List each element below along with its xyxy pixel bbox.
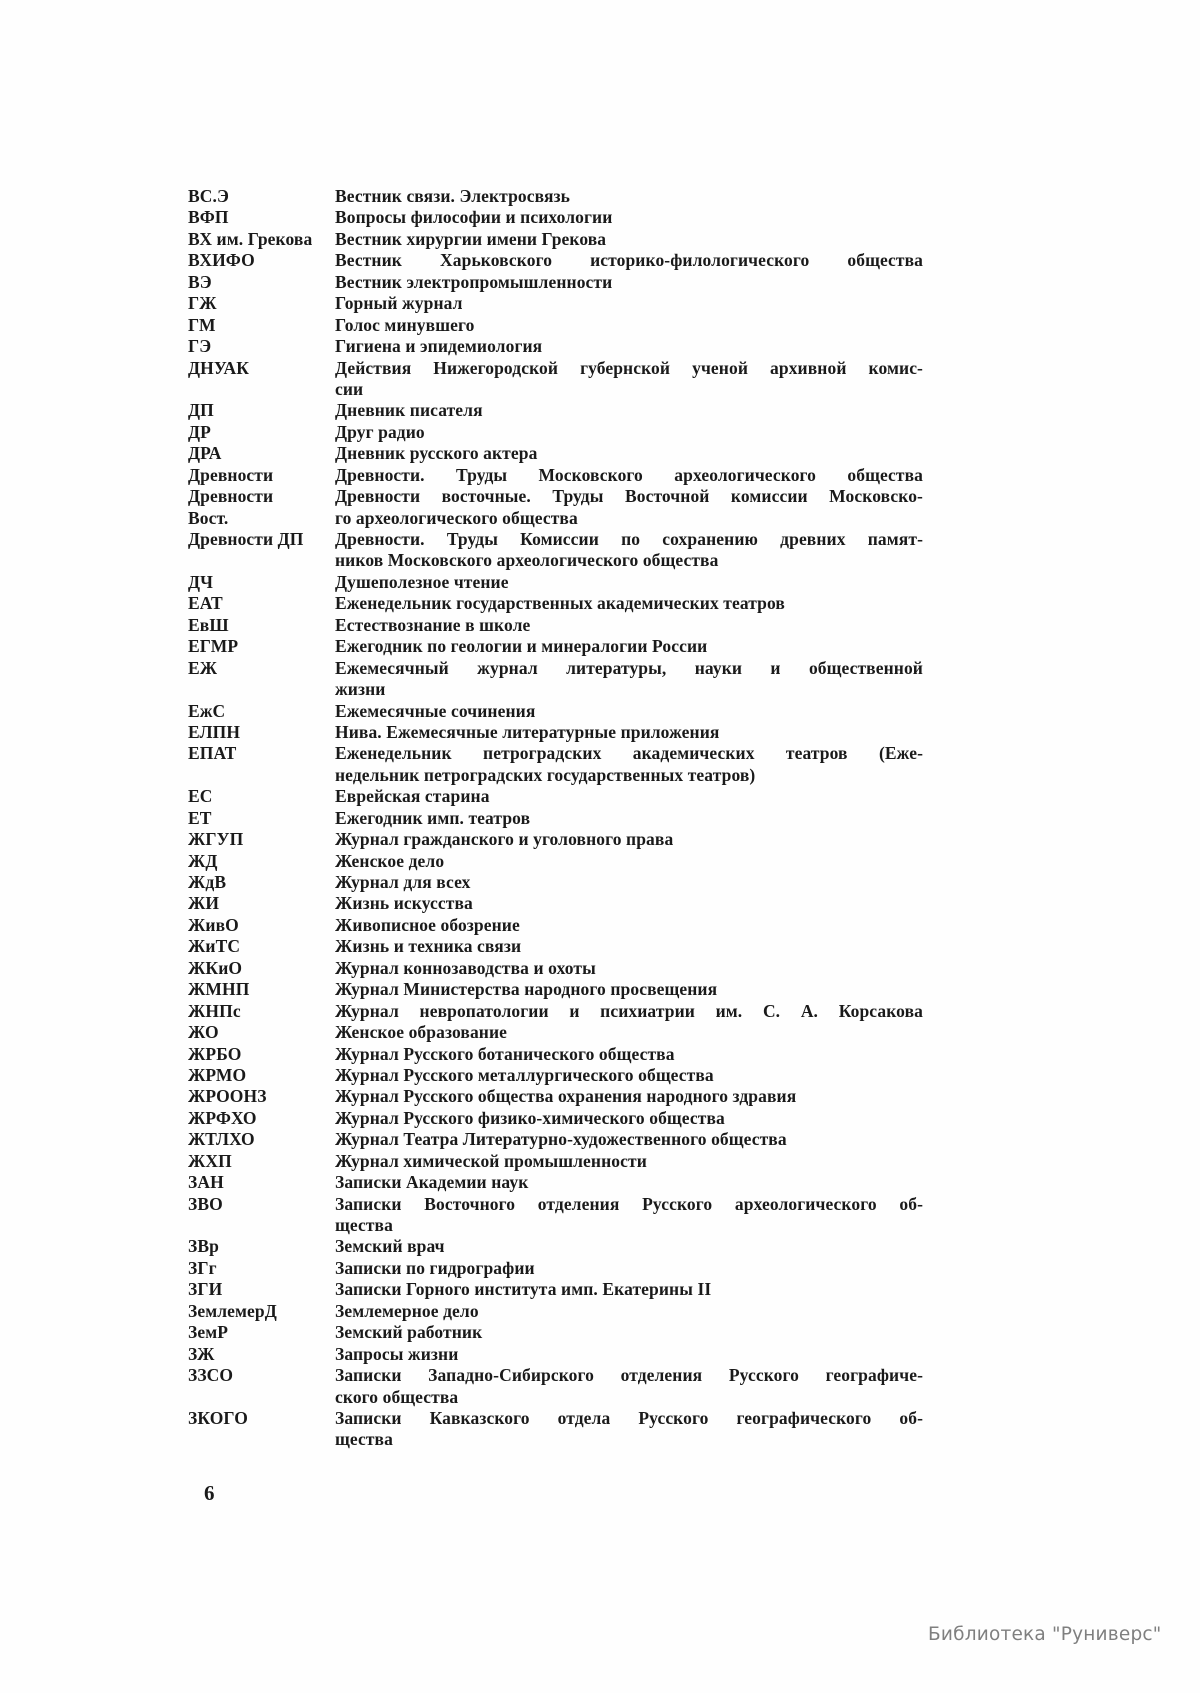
definition-cell: Вестник электропромышленности	[335, 271, 613, 292]
definition-cell: Журнал Русского металлургического общества	[335, 1064, 714, 1085]
definition-cell: Нива. Ежемесячные литературные приложения	[335, 721, 720, 742]
abbreviation-cell: ЖХП	[188, 1150, 232, 1171]
abbreviation-row	[188, 358, 923, 401]
definition-cell: Журнал Министерства народного просвещения	[335, 979, 718, 1000]
abbreviation-cell: ЗЖ	[188, 1343, 215, 1364]
abbreviation-row	[188, 872, 923, 893]
abbreviation-cell: ЖГУП	[188, 829, 244, 850]
abbreviation-row	[188, 615, 923, 636]
abbreviation-row	[188, 743, 923, 786]
abbreviation-row	[188, 1086, 923, 1107]
abbreviation-cell: ЗемлемерД	[188, 1300, 277, 1321]
abbreviation-cell: ЗГг	[188, 1257, 217, 1278]
abbreviation-row	[188, 1151, 923, 1172]
definition-cell: Голос минувшего	[335, 314, 475, 335]
abbreviation-row	[188, 658, 923, 701]
definition-cell: Жизнь искусства	[335, 893, 473, 914]
abbreviation-row	[188, 529, 923, 572]
abbreviation-cell: ЗемР	[188, 1322, 229, 1343]
abbreviation-cell: ЖИ	[188, 893, 220, 914]
abbreviation-cell: ЗВО	[188, 1193, 223, 1214]
abbreviation-row	[188, 1322, 923, 1343]
page-number: 6	[204, 1481, 215, 1505]
abbreviation-row	[188, 465, 923, 486]
abbreviation-cell: ВФП	[188, 207, 229, 228]
abbreviation-cell: ЖРБО	[188, 1043, 242, 1064]
abbreviation-row	[188, 572, 923, 593]
abbreviation-cell: ДП	[188, 400, 214, 421]
abbreviation-cell: Древности	[188, 464, 274, 485]
abbreviation-cell: ЖиТС	[188, 936, 241, 957]
definition-cell: Журнал для всех	[335, 872, 471, 892]
definition-cell: Запросы жизни	[335, 1343, 459, 1364]
definition-cell: Горный журнал	[335, 293, 463, 314]
definition-cell: Журнал Русского физико-химического общества	[335, 1107, 725, 1128]
abbreviation-row	[188, 443, 923, 464]
abbreviation-list	[188, 186, 923, 1451]
abbreviation-cell: ЕТ	[188, 807, 212, 828]
abbreviation-row	[188, 1044, 923, 1065]
definition-cell: Журнал Русского общества охранения народного здравия	[335, 1086, 797, 1107]
abbreviation-cell: ЖМНП	[188, 979, 250, 1000]
abbreviation-cell: Древности ДП	[188, 529, 304, 549]
definition-cell: Еженедельник государственных академических театров	[335, 593, 785, 614]
abbreviation-row	[188, 229, 923, 250]
abbreviation-row	[188, 422, 923, 443]
abbreviation-cell: ЖРФХО	[188, 1107, 257, 1128]
definition-cell: Еврейская старина	[335, 786, 490, 807]
abbreviation-row	[188, 829, 923, 850]
abbreviation-row	[188, 1279, 923, 1300]
abbreviation-cell: ЖТЛХО	[188, 1129, 255, 1150]
abbreviation-cell: ЕС	[188, 786, 213, 807]
library-watermark: Библиотека "Руниверс"	[928, 1624, 1162, 1645]
definition-cell: Женское дело	[335, 850, 445, 871]
abbreviation-cell: ЖНПс	[188, 1000, 241, 1021]
abbreviation-cell: ГМ	[188, 314, 216, 335]
definition-cell: Записки Академии наук	[335, 1172, 529, 1193]
abbreviation-cell: ДНУАК	[188, 357, 249, 378]
abbreviation-row	[188, 486, 923, 529]
abbreviation-cell: ЖдВ	[188, 872, 227, 892]
definition-cell: Древности. Труды Комиссии по сохранению древних памят- ников Московского археологического общества	[335, 529, 923, 571]
abbreviation-row	[188, 1001, 923, 1022]
definition-cell: Жизнь и техника связи	[335, 936, 522, 957]
abbreviation-cell: ЕЖ	[188, 657, 218, 678]
abbreviation-row	[188, 1172, 923, 1193]
abbreviation-cell: ЗВр	[188, 1236, 219, 1257]
abbreviation-cell: Древности Вост.	[188, 486, 274, 528]
abbreviation-row	[188, 722, 923, 743]
abbreviation-cell: ЗАН	[188, 1172, 224, 1193]
definition-cell: Действия Нижегородской губернской ученой архивной комис- сии	[335, 357, 923, 399]
abbreviation-row	[188, 936, 923, 957]
abbreviation-cell: ГЭ	[188, 336, 212, 357]
definition-cell: Дневник писателя	[335, 400, 483, 421]
definition-cell: Ежемесячные сочинения	[335, 700, 536, 721]
abbreviation-row	[188, 915, 923, 936]
abbreviation-cell: ДРА	[188, 443, 222, 464]
abbreviation-cell: ЗГИ	[188, 1279, 223, 1300]
definition-cell: Землемерное дело	[335, 1300, 479, 1321]
abbreviation-row	[188, 1065, 923, 1086]
abbreviation-cell: ЗКОГО	[188, 1407, 248, 1428]
abbreviation-row	[188, 272, 923, 293]
abbreviation-cell: ЖРМО	[188, 1064, 247, 1085]
abbreviation-cell: ЖО	[188, 1022, 219, 1043]
abbreviation-cell: ЖКиО	[188, 957, 243, 978]
definition-cell: Ежегодник имп. театров	[335, 807, 531, 828]
definition-cell: Вестник связи. Электросвязь	[335, 186, 571, 206]
definition-cell: Записки по гидрографии	[335, 1257, 535, 1278]
abbreviation-row	[188, 1258, 923, 1279]
definition-cell: Земский работник	[335, 1322, 483, 1343]
abbreviation-cell: ЕЛПН	[188, 721, 241, 742]
definition-cell: Журнал Театра Литературно-художественного общества	[335, 1129, 787, 1150]
abbreviation-row	[188, 1344, 923, 1365]
definition-cell: Дневник русского актера	[335, 443, 538, 464]
abbreviation-cell: ВС.Э	[188, 186, 229, 206]
abbreviation-cell: ЕАТ	[188, 593, 223, 614]
abbreviation-cell: ГЖ	[188, 293, 217, 314]
abbreviation-cell: ДР	[188, 421, 211, 442]
abbreviation-row	[188, 186, 923, 207]
abbreviation-row	[188, 1408, 923, 1451]
definition-cell: Журнал химической промышленности	[335, 1150, 647, 1171]
abbreviation-cell: ВЭ	[188, 271, 212, 292]
abbreviation-cell: ВХИФО	[188, 250, 255, 271]
abbreviation-cell: ЕжС	[188, 700, 226, 721]
definition-cell: Журнал коннозаводства и охоты	[335, 957, 596, 978]
abbreviation-cell: ЖРООНЗ	[188, 1086, 267, 1107]
abbreviation-row	[188, 207, 923, 228]
abbreviation-row	[188, 593, 923, 614]
abbreviation-row	[188, 1301, 923, 1322]
abbreviation-row	[188, 1022, 923, 1043]
abbreviation-row	[188, 400, 923, 421]
abbreviation-cell: ЖивО	[188, 914, 239, 935]
definition-cell: Естествознание в школе	[335, 614, 531, 635]
abbreviation-row	[188, 1236, 923, 1257]
abbreviation-row	[188, 958, 923, 979]
abbreviation-cell: ЕПАТ	[188, 743, 237, 764]
abbreviation-row	[188, 250, 923, 271]
abbreviation-row	[188, 293, 923, 314]
definition-cell: Журнал гражданского и уголовного права	[335, 829, 674, 850]
abbreviation-cell: ЗЗСО	[188, 1365, 234, 1386]
abbreviation-row	[188, 1365, 923, 1408]
abbreviation-row	[188, 701, 923, 722]
abbreviation-row	[188, 636, 923, 657]
definition-cell: Живописное обозрение	[335, 914, 520, 935]
abbreviation-row	[188, 979, 923, 1000]
definition-cell: Друг радио	[335, 421, 425, 442]
definition-cell: Вестник Харьковского историко-филологического общества	[335, 250, 923, 271]
abbreviation-cell: ДЧ	[188, 571, 214, 592]
definition-cell: Ежемесячный журнал литературы, науки и общественной жизни	[335, 657, 923, 700]
definition-cell: Вопросы философии и психологии	[335, 207, 613, 228]
definition-cell: Записки Западно-Сибирского отделения Русского географиче- ского общества	[335, 1365, 923, 1407]
abbreviation-cell: ЕвШ	[188, 614, 229, 635]
abbreviation-row	[188, 893, 923, 914]
abbreviation-cell: ВХ им. Грекова	[188, 228, 313, 249]
definition-cell: Записки Горного института имп. Екатерины II	[335, 1279, 712, 1300]
definition-cell: Душеполезное чтение	[335, 571, 509, 592]
abbreviation-row	[188, 1194, 923, 1237]
definition-cell: Записки Кавказского отдела Русского географического об- щества	[335, 1407, 923, 1450]
definition-cell: Вестник хирургии имени Грекова	[335, 228, 607, 249]
abbreviation-row	[188, 851, 923, 872]
definition-cell: Гигиена и эпидемиология	[335, 336, 543, 357]
definition-cell: Женское образование	[335, 1022, 508, 1043]
abbreviation-cell: ЕГМР	[188, 636, 239, 657]
abbreviation-row	[188, 786, 923, 807]
definition-cell: Земский врач	[335, 1236, 445, 1257]
definition-cell: Записки Восточного отделения Русского археологического об- щества	[335, 1193, 923, 1235]
abbreviation-row	[188, 1129, 923, 1150]
definition-cell: Журнал невропатологии и психиатрии им. С. А. Корсакова	[335, 1000, 923, 1021]
definition-cell: Древности восточные. Труды Восточной комиссии Московско- го археологического общества	[335, 486, 923, 528]
definition-cell: Древности. Труды Московского археологического общества	[335, 464, 923, 485]
abbreviation-row	[188, 808, 923, 829]
definition-cell: Ежегодник по геологии и минералогии России	[335, 636, 708, 657]
abbreviation-cell: ЖД	[188, 850, 218, 871]
abbreviation-row	[188, 336, 923, 357]
abbreviation-row	[188, 315, 923, 336]
definition-cell: Журнал Русского ботанического общества	[335, 1043, 675, 1064]
definition-cell: Еженедельник петроградских академических театров (Еже- недельник петроградских государственных театров)	[335, 743, 923, 785]
abbreviation-row	[188, 1108, 923, 1129]
